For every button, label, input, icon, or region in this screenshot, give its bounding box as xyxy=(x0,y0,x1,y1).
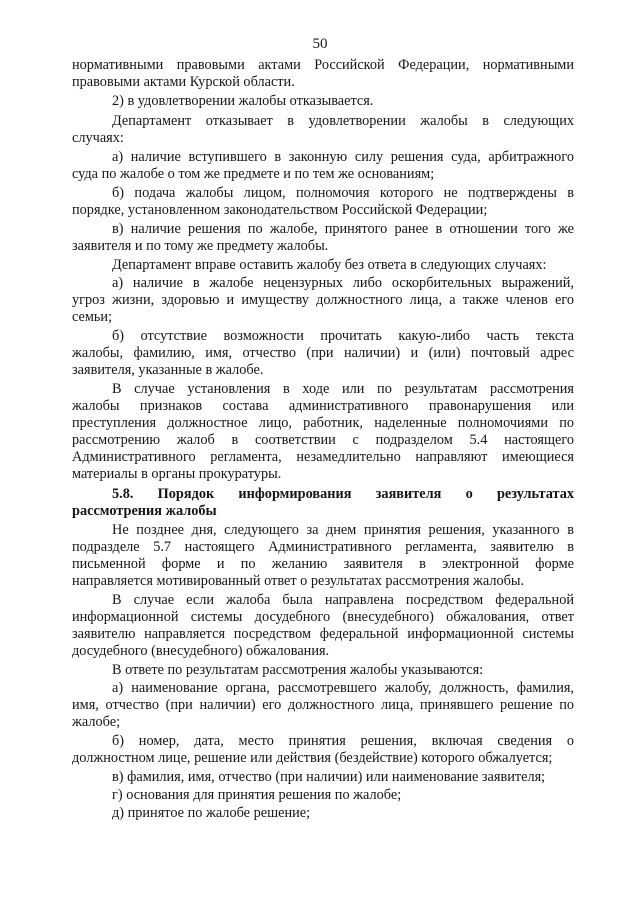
text-line: заявителю направляется посредством федеральной информационной системы xyxy=(72,626,574,642)
text-line: б) номер, дата, место принятия решения, включая сведения о xyxy=(112,733,574,749)
text-line: а) наличие в жалобе нецензурных либо оскорбительных выражений, xyxy=(112,275,574,291)
text-line: материалы в органы прокуратуры. xyxy=(72,466,282,482)
text-line: заявителя и по тому же предмету жалобы. xyxy=(72,238,329,254)
text-line: д) принятое по жалобе решение; xyxy=(112,805,311,821)
text-line: суда по жалобе о том же предмете и по тем же основаниям; xyxy=(72,166,435,182)
text-line: подразделе 5.7 настоящего Административного регламента, заявителю в xyxy=(72,539,574,555)
text-line: Административного регламента, незамедлительно направляют имеющиеся xyxy=(72,449,574,465)
text-line: Не позднее дня, следующего за днем принятия решения, указанного в xyxy=(112,522,574,538)
text-line: случаях: xyxy=(72,130,124,146)
text-line: а) наличие вступившего в законную силу решения суда, арбитражного xyxy=(112,149,574,165)
text-line: Департамент вправе оставить жалобу без ответа в следующих случаях: xyxy=(112,257,547,273)
text-line: В случае установления в ходе или по результатам рассмотрения xyxy=(112,381,574,397)
text-line: Департамент отказывает в удовлетворении жалобы в следующих xyxy=(112,113,574,129)
text-line: а) наименование органа, рассмотревшего жалобу, должность, фамилия, xyxy=(112,680,574,696)
text-line: б) подача жалобы лицом, полномочия которого не подтверждены в xyxy=(112,185,574,201)
text-line: жалобе; xyxy=(72,714,121,730)
text-line: В случае если жалоба была направлена посредством федеральной xyxy=(112,592,574,608)
text-line: нормативными правовыми актами Российской Федерации, нормативными xyxy=(72,57,574,73)
text-line: угроз жизни, здоровью и имуществу должностного лица, а также членов его xyxy=(72,292,574,308)
text-line: семьи; xyxy=(72,309,113,325)
text-line: жалобы признаков состава административного правонарушения или xyxy=(72,398,574,414)
text-line: жалобы, фамилию, имя, отчество (при наличии) и (или) почтовый адрес xyxy=(72,345,574,361)
text-line: имя, отчество (при наличии) его должностного лица, принявшего решение по xyxy=(72,697,574,713)
section-heading: 5.8. Порядок информирования заявителя о результатах xyxy=(112,486,574,502)
text-line: в) наличие решения по жалобе, принятого ранее в отношении того же xyxy=(112,221,574,237)
text-line: В ответе по результатам рассмотрения жалобы указываются: xyxy=(112,662,484,678)
text-line: преступления должностное лицо, работник, наделенные полномочиями по xyxy=(72,415,574,431)
text-line: 2) в удовлетворении жалобы отказывается. xyxy=(112,93,374,109)
text-line: информационной системы досудебного (внесудебного) обжалования, ответ xyxy=(72,609,574,625)
text-line: правовыми актами Курской области. xyxy=(72,74,295,90)
text-line: б) отсутствие возможности прочитать какую-либо часть текста xyxy=(112,328,574,344)
text-line: заявителя, указанные в жалобе. xyxy=(72,362,264,378)
text-line: рассмотрению жалоб в соответствии с подразделом 5.4 настоящего xyxy=(72,432,574,448)
section-heading: рассмотрения жалобы xyxy=(72,503,217,519)
text-line: порядке, установленном законодательством Российской Федерации; xyxy=(72,202,488,218)
text-line: направляется мотивированный ответ о результатах рассмотрения жалобы. xyxy=(72,573,525,589)
text-line: г) основания для принятия решения по жалобе; xyxy=(112,787,402,803)
text-line: письменной форме и по желанию заявителя в электронной форме xyxy=(72,556,574,572)
text-line: досудебного (внесудебного) обжалования. xyxy=(72,643,330,659)
text-line: в) фамилия, имя, отчество (при наличии) или наименование заявителя; xyxy=(112,769,546,785)
text-line: должностном лице, решение или действия (бездействие) которого обжалуется; xyxy=(72,750,553,766)
page-number: 50 xyxy=(312,36,328,52)
